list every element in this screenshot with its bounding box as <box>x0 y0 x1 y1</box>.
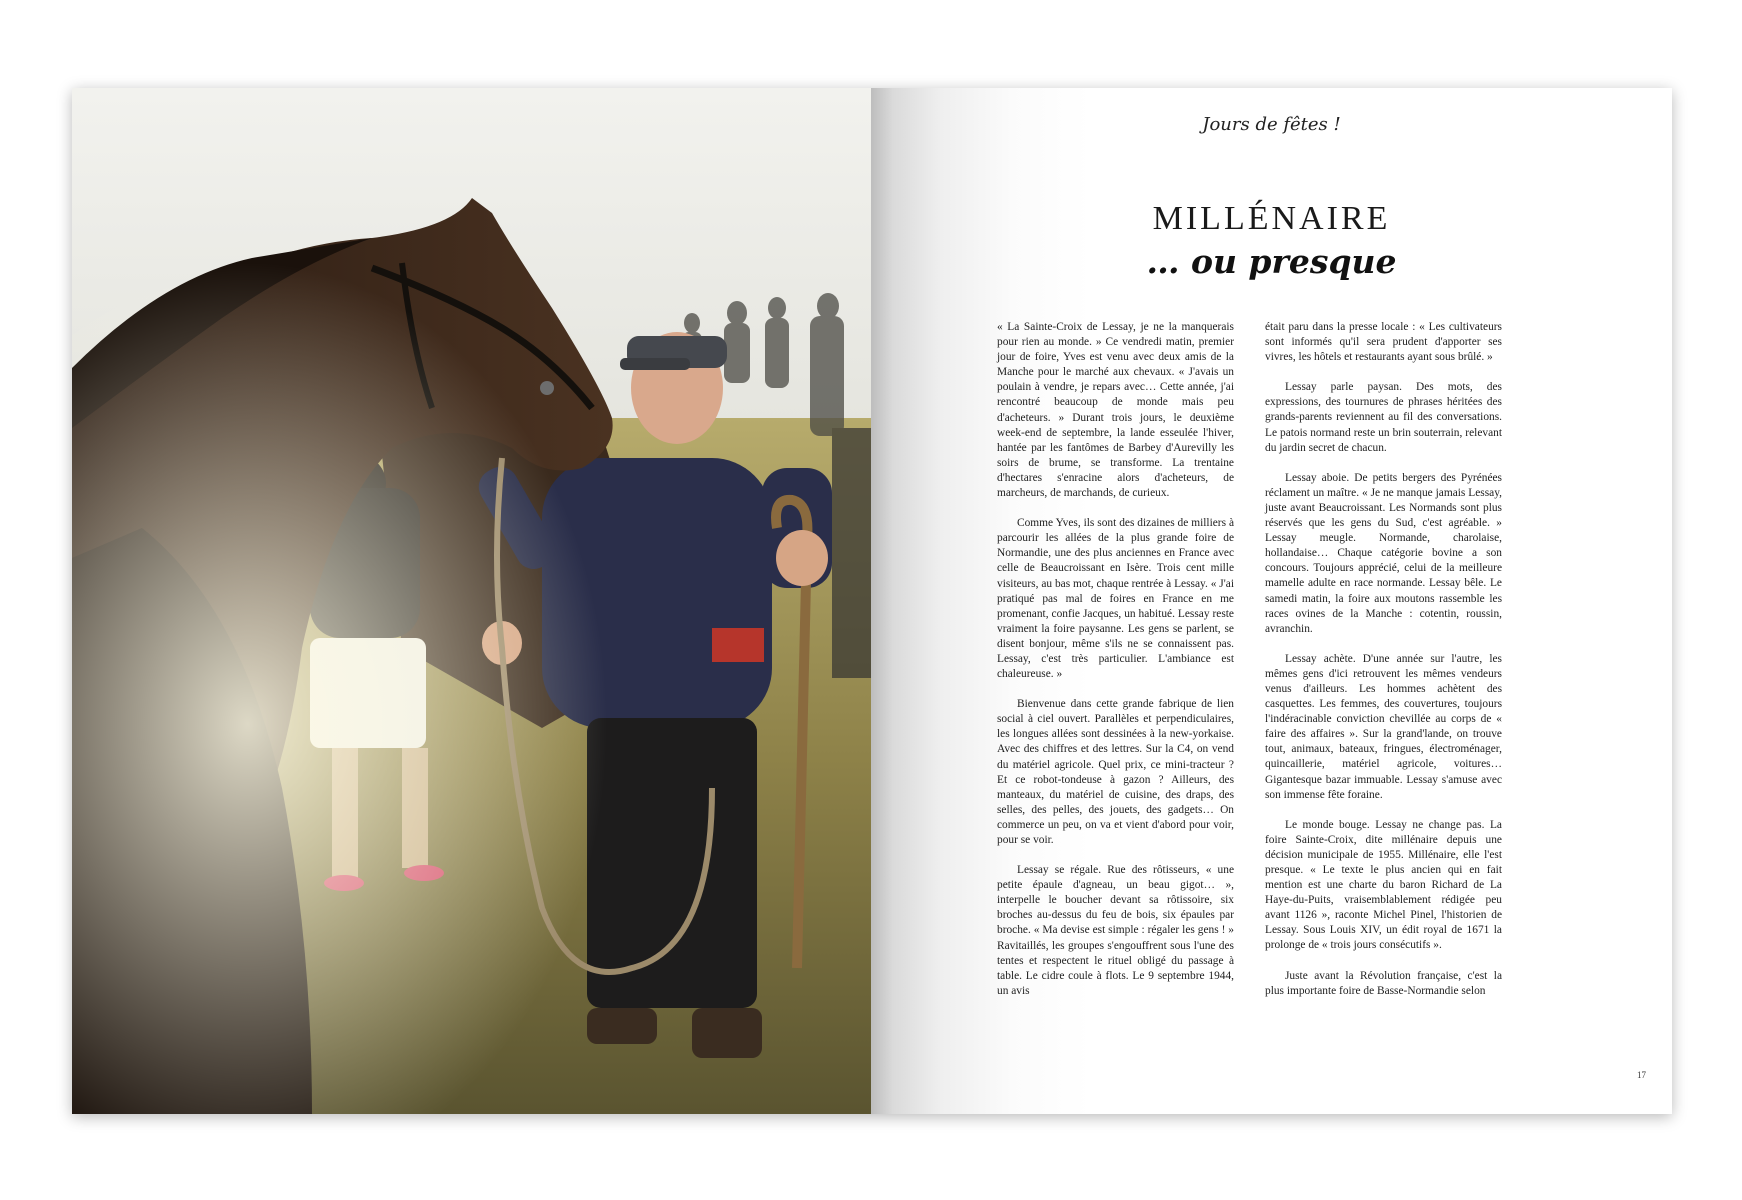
text-column-left <box>997 320 1234 1014</box>
article-title: MILLÉNAIRE <box>1152 200 1391 237</box>
running-head: Jours de fêtes ! <box>1202 114 1341 135</box>
paragraph: Lessay achète. D'une année sur l'autre, les mêmes gens d'ici retrouvent les mêmes vendeurs venus d'ailleurs. Les hommes achètent des casquettes. Les femmes, des couvertures, toujours l'indéracinable conviction chevillée au corps de « faire des affaires ». Sur la grand'lande, on trouve tout, animaux, bateaux, fringues, électroménager, quincaillerie, matériel agricole, voitures… Gigantesque bazar immuable. Lessay s'amuse avec son immense fête foraine. <box>1265 652 1502 801</box>
magazine-spread <box>72 88 1672 1114</box>
paragraph: Comme Yves, ils sont des dizaines de milliers à parcourir les allées de la plus grande foire de Normandie, une des plus anciennes en France avec celle de Beaucroissant en Isère. Trois cent mille visiteurs, au bas mot, chaque rentrée à Lessay. « J'ai pratiqué pas mal de foires en France en me promenant, confie Jacques, un habitué. Lessay reste vraiment la foire paysanne. Les gens se parlent, se disent bonjour, même s'ils ne se connaissent pas. Lessay, c'est très particulier. L'ambiance est chaleureuse. » <box>997 517 1234 681</box>
paragraph: Lessay parle paysan. Des mots, des expressions, des tournures de phrases héritées des grands-parents reviennent au fil des conversations. Le patois normand reste un brin souterrain, relevant du jardin secret de chacun. <box>1265 381 1502 454</box>
paragraph: Bienvenue dans cette grande fabrique de lien social à ciel ouvert. Parallèles et perpendiculaires, les longues allées sont dessinées à la new-yorkaise. Avec des chiffres et des lettres. Sur la C4, on vend du matériel agricole. Quel prix, ce mini-tracteur ? Et ce robot-tondeuse à gazon ? Ailleurs, des manteaux, du matériel de cuisine, des draps, des selles, des pelles, des jouets, des gadgets… On commerce un peu, on va et vient d'abord pour voir, pour se voir. <box>997 698 1234 846</box>
paragraph: Lessay se régale. Rue des rôtisseurs, « une petite épaule d'agneau, un beau gigot… », interpelle le boucher devant sa rôtissoire, six broches au-dessus du feu de bois, six épaules par broche. « Ma devise est simple : régaler les gens ! » Ravitaillés, les groupes s'engouffrent sous l'une des tentes et respectent le rituel obligé du passage à table. Le cidre coule à flots. Le 9 septembre 1944, un avis <box>997 864 1234 997</box>
paragraph: Le monde bouge. Lessay ne change pas. La foire Sainte-Croix, dite millénaire depuis une décision municipale de 1955. Millénaire, elle l'est presque. « Le texte le plus ancien qui en fait mention est une charte du baron Richard de La Haye-du-Puits, vraisemblablement rédigée peu avant 1126 », raconte Michel Pinel, l'historien de Lessay. Sous Louis XIV, un édit royal de 1671 la prolonge de « trois jours consécutifs ». <box>1265 818 1502 952</box>
text-page <box>871 88 1672 1114</box>
paragraph: « La Sainte-Croix de Lessay, je ne la manquerais pour rien au monde. » Ce vendredi matin, premier jour de foire, Yves est venu avec deux amis de la Manche pour le marché aux chevaux. « J'avais un poulain à vendre, je repars avec… Cette année, j'ai rencontré beaucoup de monde mais peu d'acheteurs. » Durant trois jours, le deuxième week-end de septembre, la lande esseulée l'hiver, hantée par les fantômes de Barbey d'Aurevilly les soirs de brume, se transforme. La trentaine d'hectares s'enracine alors d'acheteurs, de marcheurs, de marchands, de curieux. <box>997 321 1234 500</box>
paragraph: Juste avant la Révolution française, c'est la plus importante foire de Basse-Normandie selon <box>1265 969 1502 997</box>
photo-page <box>72 88 871 1114</box>
text-column-right <box>1265 320 1502 1014</box>
paragraph: était paru dans la presse locale : « Les cultivateurs sont informés qu'il sera prudent d'apporter ses vivres, les hôtels et restaurants ayant sous brûlé. » <box>1265 321 1502 364</box>
fair-photo <box>72 88 871 1114</box>
article-subtitle: … ou presque <box>1146 242 1397 281</box>
page-number: 17 <box>1637 1070 1646 1080</box>
paragraph: Lessay aboie. De petits bergers des Pyrénées réclament un maître. « Je ne manque jamais Lessay, juste avant Beaucroissant. Les Normands sont plus réservés que les gens du Sud, c'est agréable. » Lessay meugle. Normande, charolaise, hollandaise… Chaque catégorie bovine a son concours. Toujours apprécié, celui de la meilleure mamelle adulte en race normande. Lessay bêle. Le samedi matin, la foire aux moutons rassemble les races ovines de la Manche : cotentin, roussin, avranchin. <box>1265 471 1502 635</box>
